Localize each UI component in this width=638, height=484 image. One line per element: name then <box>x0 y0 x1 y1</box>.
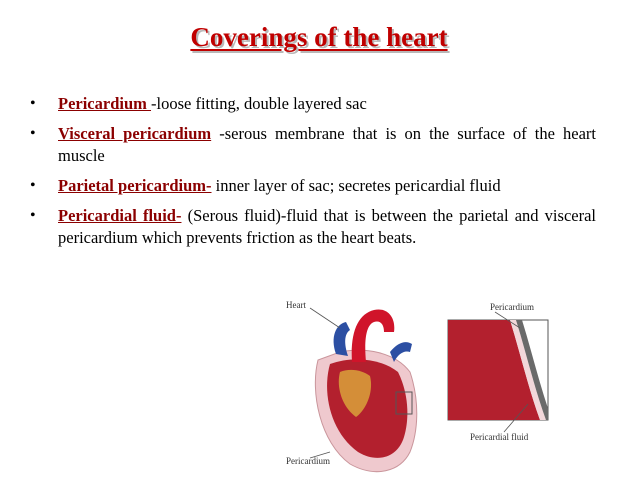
inset-detail <box>448 312 552 432</box>
bullet-icon: • <box>30 125 36 142</box>
heart-illustration <box>270 292 620 479</box>
bullet-item-parietal-pericardium <box>30 175 596 197</box>
bullet-item-pericardial-fluid <box>30 205 596 249</box>
bullet-icon: • <box>30 207 36 224</box>
label-heart: Heart <box>286 300 306 310</box>
bullet-text: inner layer of sac; secretes pericardial fluid <box>211 176 501 195</box>
slide-title: Coverings of the heart <box>190 22 448 52</box>
heart-figure <box>270 292 620 479</box>
bullet-term: Visceral pericardium <box>58 124 212 143</box>
bullet-icon: • <box>30 177 36 194</box>
bullet-list <box>30 93 596 257</box>
label-pericardial-fluid: Pericardial fluid <box>470 432 529 442</box>
heart-main-image <box>310 308 417 472</box>
bullet-term: Pericardium <box>58 94 152 113</box>
heart-leader-line <box>310 308 340 328</box>
bullet-text: -loose fitting, double layered sac <box>151 94 367 113</box>
bullet-icon: • <box>30 95 36 112</box>
label-pericardium-inset: Pericardium <box>490 302 534 312</box>
bullet-item-visceral-pericardium <box>30 123 596 167</box>
bullet-text: -serous membrane that is on the surface of the heart muscle <box>58 124 596 165</box>
bullet-term: Pericardial fluid- <box>58 206 182 225</box>
vena-cava-shape <box>390 342 412 362</box>
bullet-text: (Serous fluid)-fluid that is between the parietal and visceral pericardium which prevents friction as the heart beats. <box>58 206 596 247</box>
bullet-term: Parietal pericardium- <box>58 176 212 195</box>
label-pericardium: Pericardium <box>286 456 330 466</box>
bullet-item-pericardium <box>30 93 596 115</box>
